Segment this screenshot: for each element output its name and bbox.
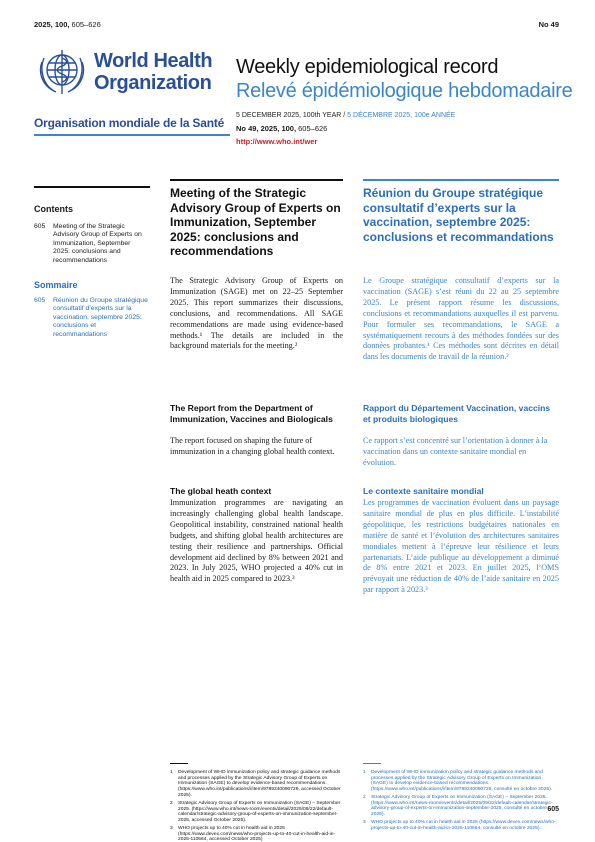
- footnote-en-3: [170, 826, 344, 842]
- masthead-title-fr: Relevé épidémiologique hebdomadaire: [236, 80, 573, 102]
- article-intro-en: The Strategic Advisory Group of Experts on Immunization (SAGE) met on 22–25 September 2025. This report summarizes their discussions, conclusions, and recommendations. All SAGE recommendations are made using evidence-based methods.¹ The details are included in the background materials for the meeting.²: [170, 276, 343, 351]
- page-folio: 605: [547, 806, 559, 813]
- running-header-issue: No 49: [538, 20, 559, 29]
- footnote-text: WHO projects up to 40% cut in health aid in 2025 (https://www.devex.com/news/who-projects-up-to-40-cut-in-health-aid-in-2025-110564, accessed October 2025): [178, 826, 336, 842]
- footnote-number: 3: [363, 820, 366, 825]
- sommaire-entry-link[interactable]: Réunion du Groupe stratégique consultatif d’experts sur la vaccination, septembre 2025: conclusions et recommandations: [53, 297, 148, 338]
- article-intro-fr: Le Groupe stratégique consultatif d’experts sur la vaccination (SAGE) s’est réuni du 22 au 25 septembre 2025. Le présent rapport résume les discussions, conclusions et recommandations auxquelles il est parvenu. Pour formuler ses recommandations, le SAGE a systématiquement recours à des méthodes fondées sur des données probantes.¹ Ces méthodes sont décrites en détail dans les documents de travail de la réunion.²: [363, 276, 559, 362]
- section1-heading-fr: Rapport du Département Vaccination, vaccins et produits biologiques: [363, 403, 551, 424]
- footnote-fr-1: [363, 770, 558, 793]
- article-title-en: Meeting of the Strategic Advisory Group of Experts on Immunization, September 2025: conclusions and recommendations: [170, 186, 341, 258]
- contents-heading: Contents: [34, 204, 73, 214]
- issue-date: [236, 112, 455, 119]
- french-column-rule: [363, 179, 559, 181]
- running-header-ref: [34, 20, 101, 29]
- header-divider: [34, 134, 230, 136]
- issue-date-fr: 5 DÉCEMBRE 2025, 100e ANNÉE: [347, 112, 456, 119]
- footnote-number: 2: [170, 801, 173, 806]
- logo-org-french: Organisation mondiale de la Santé: [34, 116, 225, 130]
- contents-page-number: 605: [34, 223, 46, 230]
- masthead-title-en: Weekly epidemiological record: [236, 56, 499, 78]
- footnote-text: Development of WHO immunization policy and strategic guidance methods and processes applied by the Strategic Advisory Group of Experts on Immunization (SAGE) to develop evidence-based recommendations. (https://www.who.int/publications/i/item/9789240090729, consulté en octobre 2025).: [371, 770, 553, 793]
- english-column-rule: [170, 179, 343, 181]
- issue-date-en: 5 DECEMBER 2025, 100th YEAR /: [236, 112, 346, 119]
- footnote-fr-3: [363, 820, 558, 831]
- issue-number-ref: No 49, 2025, 100,: [236, 124, 297, 133]
- section2-heading-en: The global heath context: [170, 486, 272, 496]
- issue-url-link[interactable]: http://www.who.int/wer: [236, 137, 318, 146]
- footnote-fr-2: [363, 795, 558, 818]
- logo-name-line1: World Health: [94, 50, 213, 72]
- contents-entry-link[interactable]: Meeting of the Strategic Advisory Group of Experts on Immunization, September 2025: conclusions and recommendations: [53, 223, 142, 264]
- who-logo: [34, 44, 234, 104]
- section2-body-fr: Les programmes de vaccination évoluent dans un paysage sanitaire mondial de plus en plus difficile. L’instabilité géopolitique, les restrictions budgétaires nationales en matière de santé et l’évolution des architectures sanitaires mondiales mettent à l’épreuve leur résilience et leurs partenariats. L’aide publique au développement a diminué de 8% entre 2021 et 2023. En juillet 2025, l’OMS prévoyait une réduction de 40% de l’aide sanitaire en 2025 par rapport à 2023.³: [363, 498, 559, 595]
- footnote-text: Strategic Advisory Group of Experts on Immunization (SAGE) – September 2025. (https://www.who.int/news-room/events/detail/2025/09/22/default-calendar/strategic-advisory-group-of-experts-on-immunization-september-2025, accessed October 2025).: [178, 801, 341, 824]
- footnote-number: 3: [170, 826, 173, 831]
- footnote-number: 2: [363, 795, 366, 800]
- who-emblem-icon: [34, 44, 90, 100]
- footnote-en-2: [170, 801, 344, 824]
- article-title-fr: Réunion du Groupe stratégique consultatif d’experts sur la vaccination, septembre 2025: conclusions et recommandations: [363, 186, 554, 244]
- footnote-en-1: [170, 770, 344, 799]
- footnote-text: Development of WHO immunization policy and strategic guidance methods and processes applied by the Strategic Advisory Group of Experts on Immunization (SAGE) to develop evidence-based recommendations. (https://www.who.int/publications/i/item/9789240090729, accessed October 2025).: [178, 770, 341, 798]
- logo-name-line2: Organization: [94, 72, 212, 94]
- section2-body-en: Immunization programmes are navigating an increasingly challenging global health landscape. Geopolitical instability, constrained national health budgets, and shifting global health architectures are testing their resilience and partnerships. Official development aid declined by 8% between 2021 and 2023. In July 2025, WHO projected a 40% cut in health aid in 2025 compared to 2023.³: [170, 498, 343, 584]
- issue-number-pages: 605–626: [298, 124, 328, 133]
- footnote-text: WHO projects up to 40% cut in health aid in 2025 (https://www.devex.com/news/who-projects-up-to-40-cut-in-health-aid-in-2025-110564, consulté en octobre 2025).: [371, 820, 556, 831]
- section2-heading-fr: Le contexte sanitaire mondial: [363, 486, 484, 496]
- running-header-pages: 605–626: [71, 20, 101, 29]
- issue-number: [236, 124, 327, 133]
- sommaire-heading: Sommaire: [34, 280, 78, 290]
- sommaire-page-number: 605: [34, 297, 46, 304]
- section1-body-fr: Ce rapport s’est concentré sur l’orientation à donner à la vaccination dans un contexte sanitaire mondial en évolution.: [363, 436, 548, 467]
- section1-body-en: The report focused on shaping the future of immunization in a changing global health context.: [170, 436, 335, 456]
- sidebar-divider: [34, 186, 150, 188]
- footnote-rule-en: [170, 763, 188, 764]
- footnote-rule-fr: [363, 763, 381, 764]
- footnote-number: 1: [170, 770, 173, 775]
- running-header-volume: 2025, 100,: [34, 20, 70, 29]
- footnote-text: Strategic Advisory Group of Experts on Immunization (SAGE) – September 2025. (https://www.who.int/news-room/events/detail/2025/09/22/default-calendar/strategic-advisory-group-of-experts-on-immunization-september-2025, consulté en octobre 2025).: [371, 795, 553, 818]
- section1-heading-en: The Report from the Department of Immunization, Vaccines and Biologicals: [170, 403, 333, 424]
- footnote-number: 1: [363, 770, 366, 775]
